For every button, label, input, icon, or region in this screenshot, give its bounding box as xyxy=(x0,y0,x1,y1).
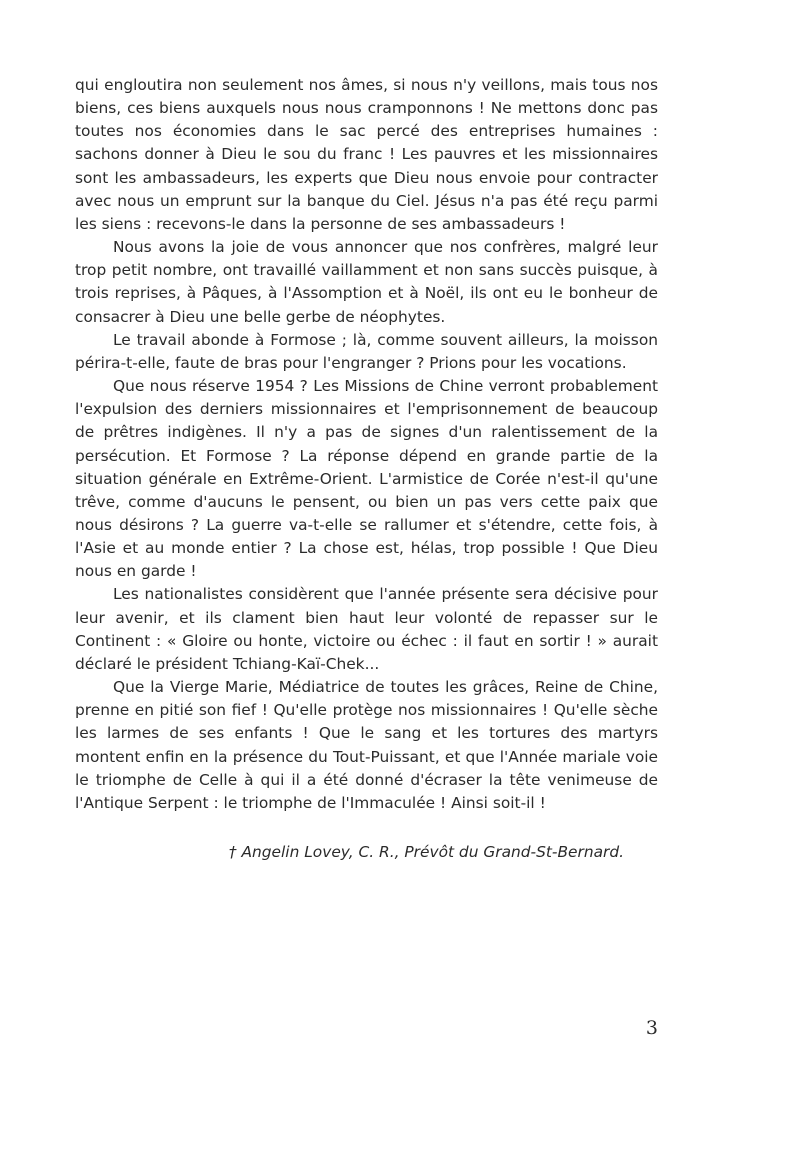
paragraph-nationalistes: Les nationalistes considèrent que l'année présente sera décisive pour leur avenir, et ils clament bien haut leur volonté de repasser sur le Continent : « Gloire ou honte, victoire ou échec : il faut en sortir ! » aurait déclaré le président Tchiang-Kaï-Chek... xyxy=(75,585,658,673)
signature: † Angelin Lovey, C. R., Prévôt du Grand-St-Bernard. xyxy=(228,843,624,861)
paragraph-continuation: qui engloutira non seulement nos âmes, si nous n'y veillons, mais tous nos biens, ces biens auxquels nous nous cramponnons ! Ne mettons donc pas toutes nos économies dans le sac percé des entreprises humaines : sachons donner à Dieu le sou du franc ! Les pauvres et les missionnaires sont les ambassadeurs, les experts que Dieu nous envoie pour contracter avec nous un emprunt sur la banque du Ciel. Jésus n'a pas été reçu parmi les siens : recevons-le dans la personne de ses ambassadeurs ! xyxy=(75,76,658,233)
paragraph-formose: Le travail abonde à Formose ; là, comme souvent ailleurs, la moisson périra-t-elle, faute de bras pour l'engranger ? Prions pour les vocations. xyxy=(75,330,658,372)
body-text xyxy=(75,74,658,815)
paragraph-confreres: Nous avons la joie de vous annoncer que nos confrères, malgré leur trop petit nombre, ont travaillé vaillamment et non sans succès puisque, à trois reprises, à Pâques, à l'Assomption et à Noël, ils ont eu le bonheur de consacrer à Dieu une belle gerbe de néophytes. xyxy=(75,238,658,326)
paragraph-vierge-marie: Que la Vierge Marie, Médiatrice de toutes les grâces, Reine de Chine, prenne en pitié son fief ! Qu'elle protège nos missionnaires ! Qu'elle sèche les larmes de ses enfants ! Que le sang et les tortures des martyrs montent enfin en la présence du Tout-Puissant, et que l'Année mariale voie le triomphe de Celle à qui il a été donné d'écraser la tête venimeuse de l'Antique Serpent : le triomphe de l'Immaculée ! Ainsi soit-il ! xyxy=(75,678,658,812)
page-number: 3 xyxy=(645,1017,658,1039)
paragraph-1954: Que nous réserve 1954 ? Les Missions de Chine verront probablement l'expulsion des derniers missionnaires et l'emprisonnement de beaucoup de prêtres indigènes. Il n'y a pas de signes d'un ralentissement de la persécution. Et Formose ? La réponse dépend en grande partie de la situation générale en Extrême-Orient. L'armistice de Corée n'est-il qu'une trêve, comme d'aucuns le pensent, ou bien un pas vers cette paix que nous désirons ? La guerre va-t-elle se rallumer et s'étendre, cette fois, à l'Asie et au monde entier ? La chose est, hélas, trop possible ! Que Dieu nous en garde ! xyxy=(75,377,658,581)
